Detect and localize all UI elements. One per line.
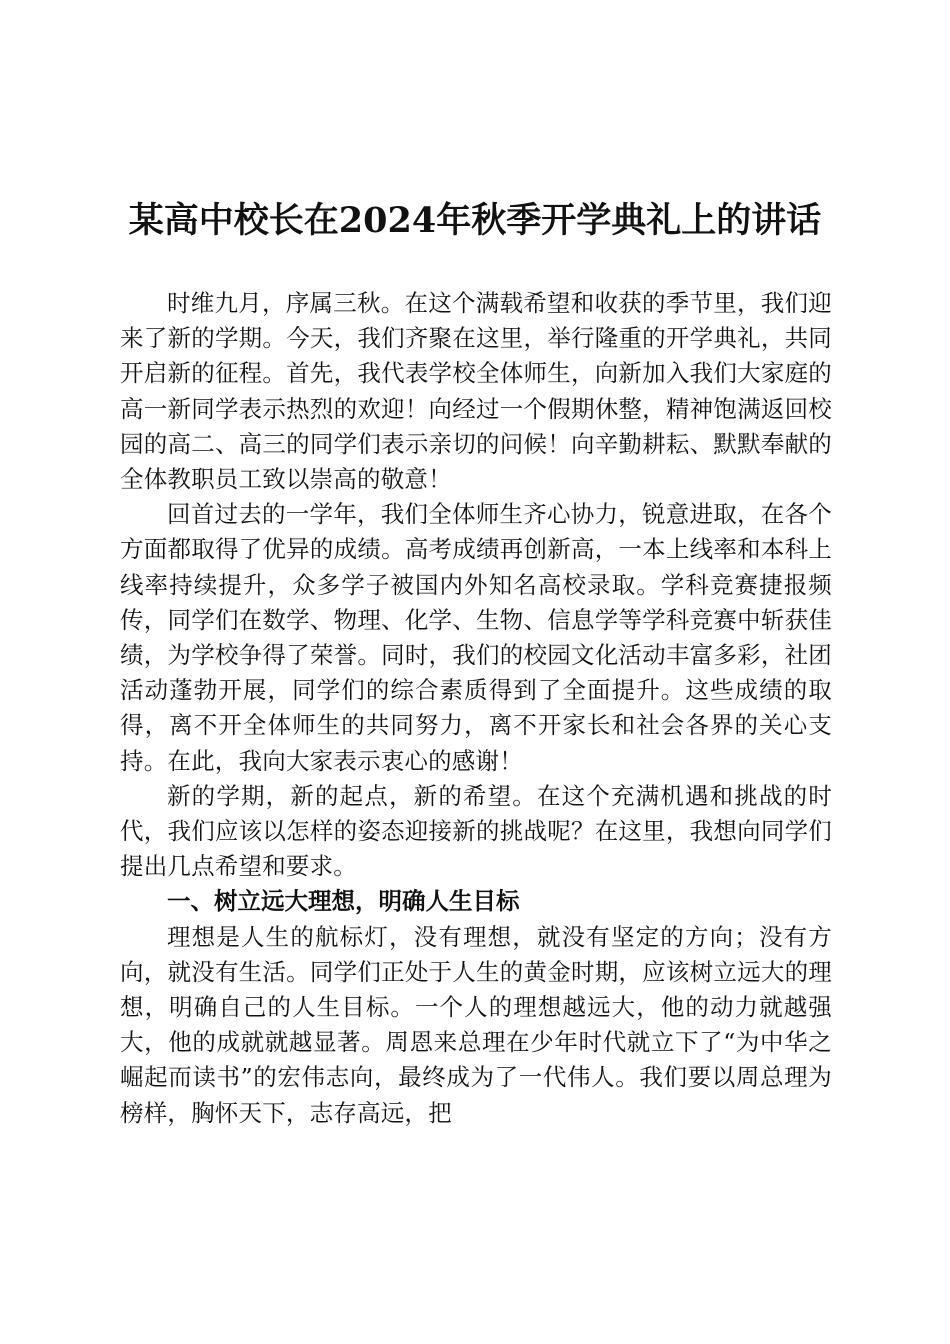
section-heading: 一、树立远大理想，明确人生目标 <box>167 887 520 916</box>
document-title: 某高中校长在2024年秋季开学典礼上的讲话 <box>128 200 822 241</box>
paragraph-review: 回首过去的一学年，我们全体师生齐心协力，锐意进取，在各个方面都取得了优异的成绩。高考成绩再创新高，一本上线率和本科上线率持续提升，众多学子被国内外知名高校录取。学科竞赛捷报频传，同学们在数学、物理、化学、生物、信息学等学科竞赛中斩获佳绩，为学校争得了荣誉。同时，我们的校园文化活动丰富多彩，社团活动蓬勃开展，同学们的综合素质得到了全面提升。这些成绩的取得，离不开全体师生的共同努力，离不开家长和社会各界的关心支持。在此，我向大家表示衷心的感谢！ <box>120 500 832 775</box>
document-body <box>120 286 832 1131</box>
paragraph-new-semester: 新的学期，新的起点，新的希望。在这个充满机遇和挑战的时代，我们应该以怎样的姿态迎接新的挑战呢？在这里，我想向同学们提出几点希望和要求。 <box>120 781 832 881</box>
paragraph-ideals: 理想是人生的航标灯，没有理想，就没有坚定的方向；没有方向，就没有生活。同学们正处于人生的黄金时期，应该树立远大的理想，明确自己的人生目标。一个人的理想越远大，他的动力就越强大，他的成就就越显著。周恩来总理在少年时代就立下了“为中华之崛起而读书”的宏伟志向，最终成为了一代伟人。我们要以周总理为榜样，胸怀天下，志存高远，把 <box>120 922 832 1127</box>
paragraph-opening: 时维九月，序属三秋。在这个满载希望和收获的季节里，我们迎来了新的学期。今天，我们齐聚在这里，举行隆重的开学典礼，共同开启新的征程。首先，我代表学校全体师生，向新加入我们大家庭的高一新同学表示热烈的欢迎！向经过一个假期休整，精神饱满返回校园的高二、高三的同学们表示亲切的问候！向辛勤耕耘、默默奉献的全体教职员工致以崇高的敬意！ <box>120 289 832 494</box>
